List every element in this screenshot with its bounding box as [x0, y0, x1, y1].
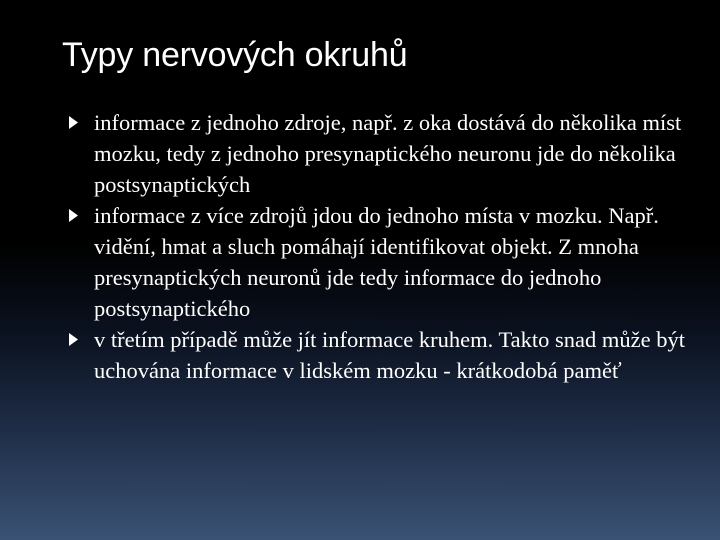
slide-title: Typy nervových okruhů [62, 36, 408, 74]
square-arrow-bullet-icon [66, 324, 86, 355]
bullet-list [66, 107, 686, 386]
square-arrow-bullet-icon [66, 107, 86, 138]
bullet-item-2 [66, 200, 686, 324]
bullet-text: informace z jednoho zdroje, např. z oka dostává do několika míst mozku, tedy z jednoho presynaptického neuronu jde do několika postsynaptických [94, 110, 682, 197]
bullet-item-1 [66, 107, 686, 200]
bullet-item-3 [66, 324, 686, 386]
bullet-text: v třetím případě může jít informace kruhem. Takto snad může být uchována informace v lidském mozku - krátkodobá paměť [94, 327, 685, 383]
square-arrow-bullet-icon [66, 200, 86, 231]
bullet-text: informace z více zdrojů jdou do jednoho místa v mozku. Např. vidění, hmat a sluch pomáhají identifikovat objekt. Z mnoha presynaptických neuronů jde tedy informace do jednoho postsynaptického [94, 203, 659, 321]
